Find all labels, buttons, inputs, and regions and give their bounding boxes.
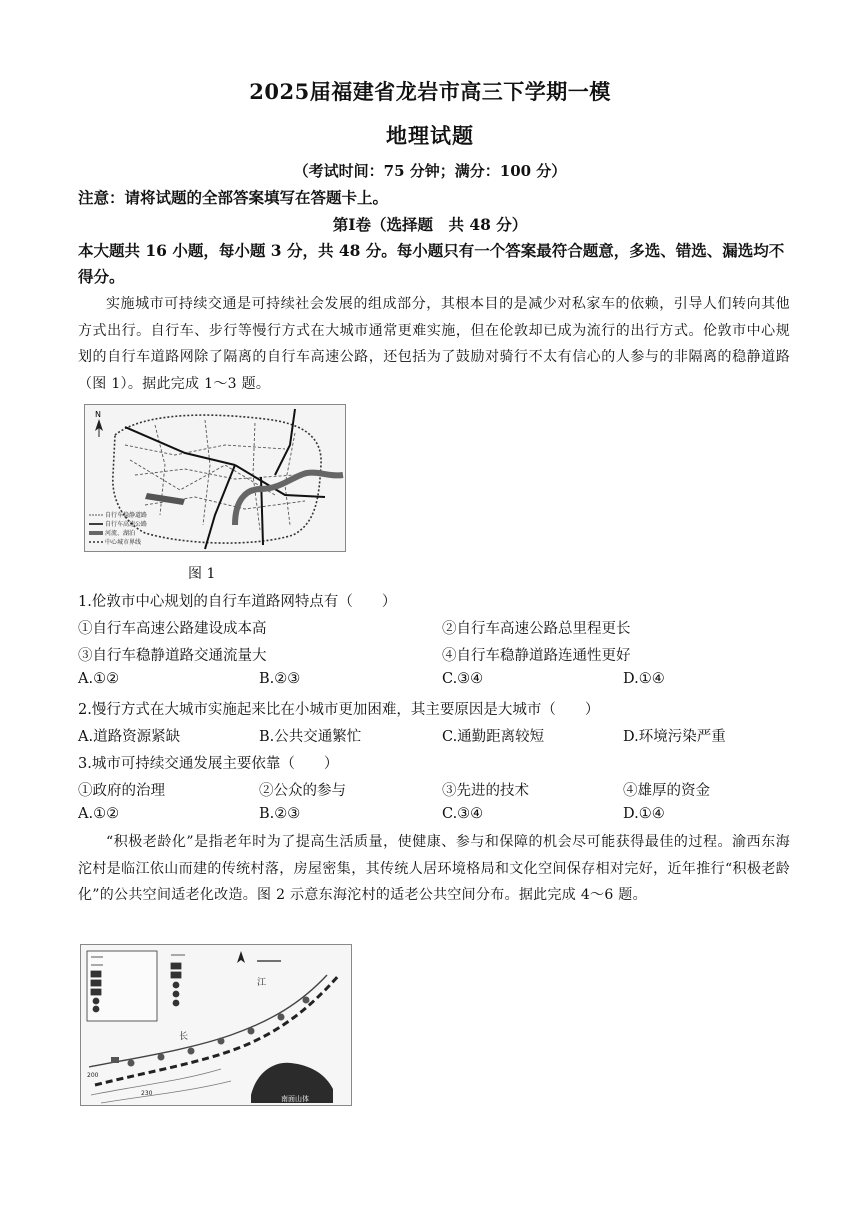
q3-option-d: D.①④ <box>623 806 665 822</box>
q1-option-b: B.②③ <box>259 671 301 687</box>
q2-option-a: A.道路资源紧缺 <box>78 729 181 745</box>
legend-boundary: 中心城市界线 <box>105 539 142 546</box>
label-south-mountain: 南面山体 <box>281 1095 309 1103</box>
svg-text:N: N <box>95 410 101 419</box>
exam-info: （考试时间：75 分钟；满分：100 分） <box>293 162 567 180</box>
figure-1-map <box>84 404 346 552</box>
q3-stem: 3.城市可持续交通发展主要依靠（ ） <box>78 756 339 772</box>
figure-1-caption: 图 1 <box>188 566 216 582</box>
q3-statement-4: ④雄厚的资金 <box>623 783 710 799</box>
q3-statement-2: ②公众的参与 <box>259 783 346 799</box>
label-chang: 长 <box>179 1032 189 1042</box>
label-jiang: 江 <box>257 978 267 988</box>
section-title: 第Ⅰ卷（选择题 共 48 分） <box>332 215 528 234</box>
legend-quietway: 自行车稳静道路 <box>105 512 148 519</box>
q2-stem: 2.慢行方式在大城市实施起来比在小城市更加困难，其主要原因是大城市（ ） <box>78 702 600 718</box>
figure-2-map <box>80 944 352 1106</box>
legend-superhighway: 自行车高速公路 <box>105 521 148 528</box>
q1-statement-2: ②自行车高速公路总里程更长 <box>442 621 631 637</box>
q1-option-d: D.①④ <box>623 671 665 687</box>
q1-statement-3: ③自行车稳静道路交通流量大 <box>78 648 267 664</box>
q3-option-c: C.③④ <box>442 806 484 822</box>
q2-option-c: C.通勤距离较短 <box>442 729 545 745</box>
q1-option-a: A.①② <box>78 671 120 687</box>
q2-option-b: B.公共交通繁忙 <box>259 729 362 745</box>
contour-label-200: 200 <box>87 1072 99 1079</box>
village-map-graphic <box>81 945 351 1105</box>
legend-river: 河流、湖泊 <box>105 530 136 537</box>
q1-stem: 1.伦敦市中心规划的自行车道路网特点有（ ） <box>78 594 397 610</box>
q3-statement-3: ③先进的技术 <box>442 783 529 799</box>
q3-statement-1: ①政府的治理 <box>78 783 165 799</box>
q1-option-c: C.③④ <box>442 671 484 687</box>
q1-statement-4: ④自行车稳静道路连通性更好 <box>442 648 631 664</box>
london-cycle-map-graphic <box>85 405 345 551</box>
subject-title: 地理试题 <box>386 123 474 148</box>
exam-title: 2025届福建省龙岩市高三下学期一模 <box>249 79 611 104</box>
instructions: 本大题共 16 小题，每小题 3 分，共 48 分。每小题只有一个答案最符合题意，多选、错选、漏选均不得分。 <box>78 241 785 286</box>
q1-statement-1: ①自行车高速公路建设成本高 <box>78 621 267 637</box>
q2-option-d: D.环境污染严重 <box>623 729 726 745</box>
q3-option-b: B.②③ <box>259 806 301 822</box>
passage-2: “积极老龄化”是指老年时为了提高生活质量，使健康、参与和保障的机会尽可能获得最佳的过程。渝西东海沱村是临江依山而建的传统村落，房屋密集，其传统人居环境格局和文化空间保存相对完好，近年推行“积极老龄化”的公共空间适老化改造。图 2 示意东海沱村的适老公共空间分布。据此完成 4～6 题。 <box>78 834 790 903</box>
contour-label-230: 230 <box>141 1090 153 1097</box>
passage-1: 实施城市可持续交通是可持续社会发展的组成部分，其根本目的是减少对私家车的依赖，引导人们转向其他方式出行。自行车、步行等慢行方式在大城市通常更难实施，但在伦敦却已成为流行的出行方式。伦敦市中心规划的自行车道路网除了隔离的自行车高速公路，还包括为了鼓励对骑行不太有信心的人参与的非隔离的稳静道路（图 1）。据此完成 1～3 题。 <box>78 296 790 392</box>
notice: 注意：请将试题的全部答案填写在答题卡上。 <box>78 188 389 207</box>
q3-option-a: A.①② <box>78 806 120 822</box>
